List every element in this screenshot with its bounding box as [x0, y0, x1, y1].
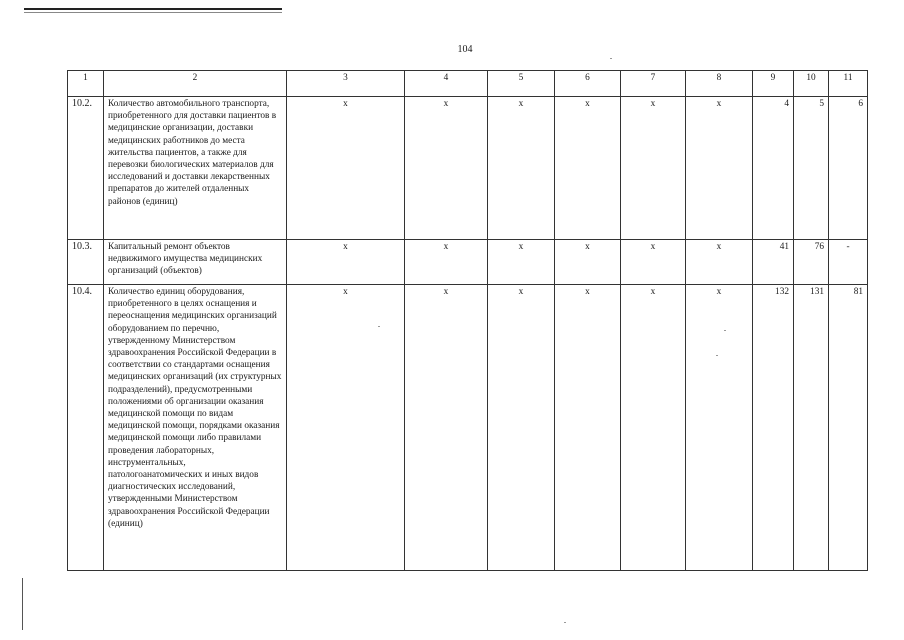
cell-col-8: х: [686, 97, 753, 240]
header-cell-11: 11: [829, 71, 868, 97]
row-description: Капитальный ремонт объектов недвижимого имущества медицинских организаций (объектов): [104, 240, 287, 285]
cell-col-6: х: [555, 285, 621, 571]
cell-col-11: 81: [829, 285, 868, 571]
header-cell-2: 2: [104, 71, 287, 97]
cell-col-6: х: [555, 240, 621, 285]
header-cell-8: 8: [686, 71, 753, 97]
cell-col-5: х: [488, 285, 555, 571]
cell-col-4: х: [405, 97, 488, 240]
header-cell-9: 9: [753, 71, 794, 97]
header-cell-10: 10: [794, 71, 829, 97]
row-description: Количество единиц оборудования, приобретенного в целях оснащения и переоснащения медицинских организаций оборудованием по перечню, утвержденному Министерством здравоохранения Российской Федерации в соответствии со стандартами оснащения медицинских организаций (их структурных подразделений), предусмотренными положениями об организации оказания медицинской помощи по видам медицинской помощи, порядками оказания медицинской помощи либо правилами проведения лабораторных, инструментальных, патологоанатомических и иных видов диагностических исследований, утвержденными Министерством здравоохранения Российской Федерации (единиц): [104, 285, 287, 571]
cell-col-4: х: [405, 240, 488, 285]
top-border-rule-thin: [24, 12, 282, 13]
cell-col-9: 4: [753, 97, 794, 240]
table-row-10-4: [68, 285, 868, 571]
cell-col-3: х: [287, 97, 405, 240]
cell-col-9: 41: [753, 240, 794, 285]
header-cell-4: 4: [405, 71, 488, 97]
margin-mark: [22, 578, 23, 630]
scan-speck: [564, 622, 566, 623]
cell-col-8: х: [686, 285, 753, 571]
scan-speck: [724, 330, 726, 331]
cell-col-11: -: [829, 240, 868, 285]
top-border-rule: [24, 8, 282, 10]
cell-col-8: х: [686, 240, 753, 285]
cell-col-4: х: [405, 285, 488, 571]
cell-col-7: х: [621, 285, 686, 571]
header-row: [68, 71, 868, 97]
header-cell-3: 3: [287, 71, 405, 97]
header-cell-5: 5: [488, 71, 555, 97]
header-cell-6: 6: [555, 71, 621, 97]
scan-speck: [610, 58, 612, 59]
cell-col-10: 76: [794, 240, 829, 285]
cell-col-6: х: [555, 97, 621, 240]
cell-col-9: 132: [753, 285, 794, 571]
data-table: [67, 70, 868, 571]
cell-col-5: х: [488, 240, 555, 285]
cell-col-5: х: [488, 97, 555, 240]
row-number: 10.3.: [68, 240, 104, 285]
cell-col-10: 5: [794, 97, 829, 240]
table-row-10-3: [68, 240, 868, 285]
table-row-10-2: [68, 97, 868, 240]
scan-speck: [716, 355, 718, 356]
cell-col-7: х: [621, 97, 686, 240]
header-cell-7: 7: [621, 71, 686, 97]
cell-col-7: х: [621, 240, 686, 285]
cell-col-3: х: [287, 240, 405, 285]
cell-col-10: 131: [794, 285, 829, 571]
page-number: 104: [457, 44, 473, 55]
row-number: 10.4.: [68, 285, 104, 571]
row-description: Количество автомобильного транспорта, приобретенного для доставки пациентов в медицинские организации, доставки медицинских работников до места жительства пациентов, а также для перевозки биологических материалов для исследований и доставки лекарственных препаратов до жителей отдаленных районов (единиц): [104, 97, 287, 240]
cell-col-11: 6: [829, 97, 868, 240]
cell-col-3: х: [287, 285, 405, 571]
scan-speck: [378, 326, 380, 327]
header-cell-1: 1: [68, 71, 104, 97]
row-number: 10.2.: [68, 97, 104, 240]
